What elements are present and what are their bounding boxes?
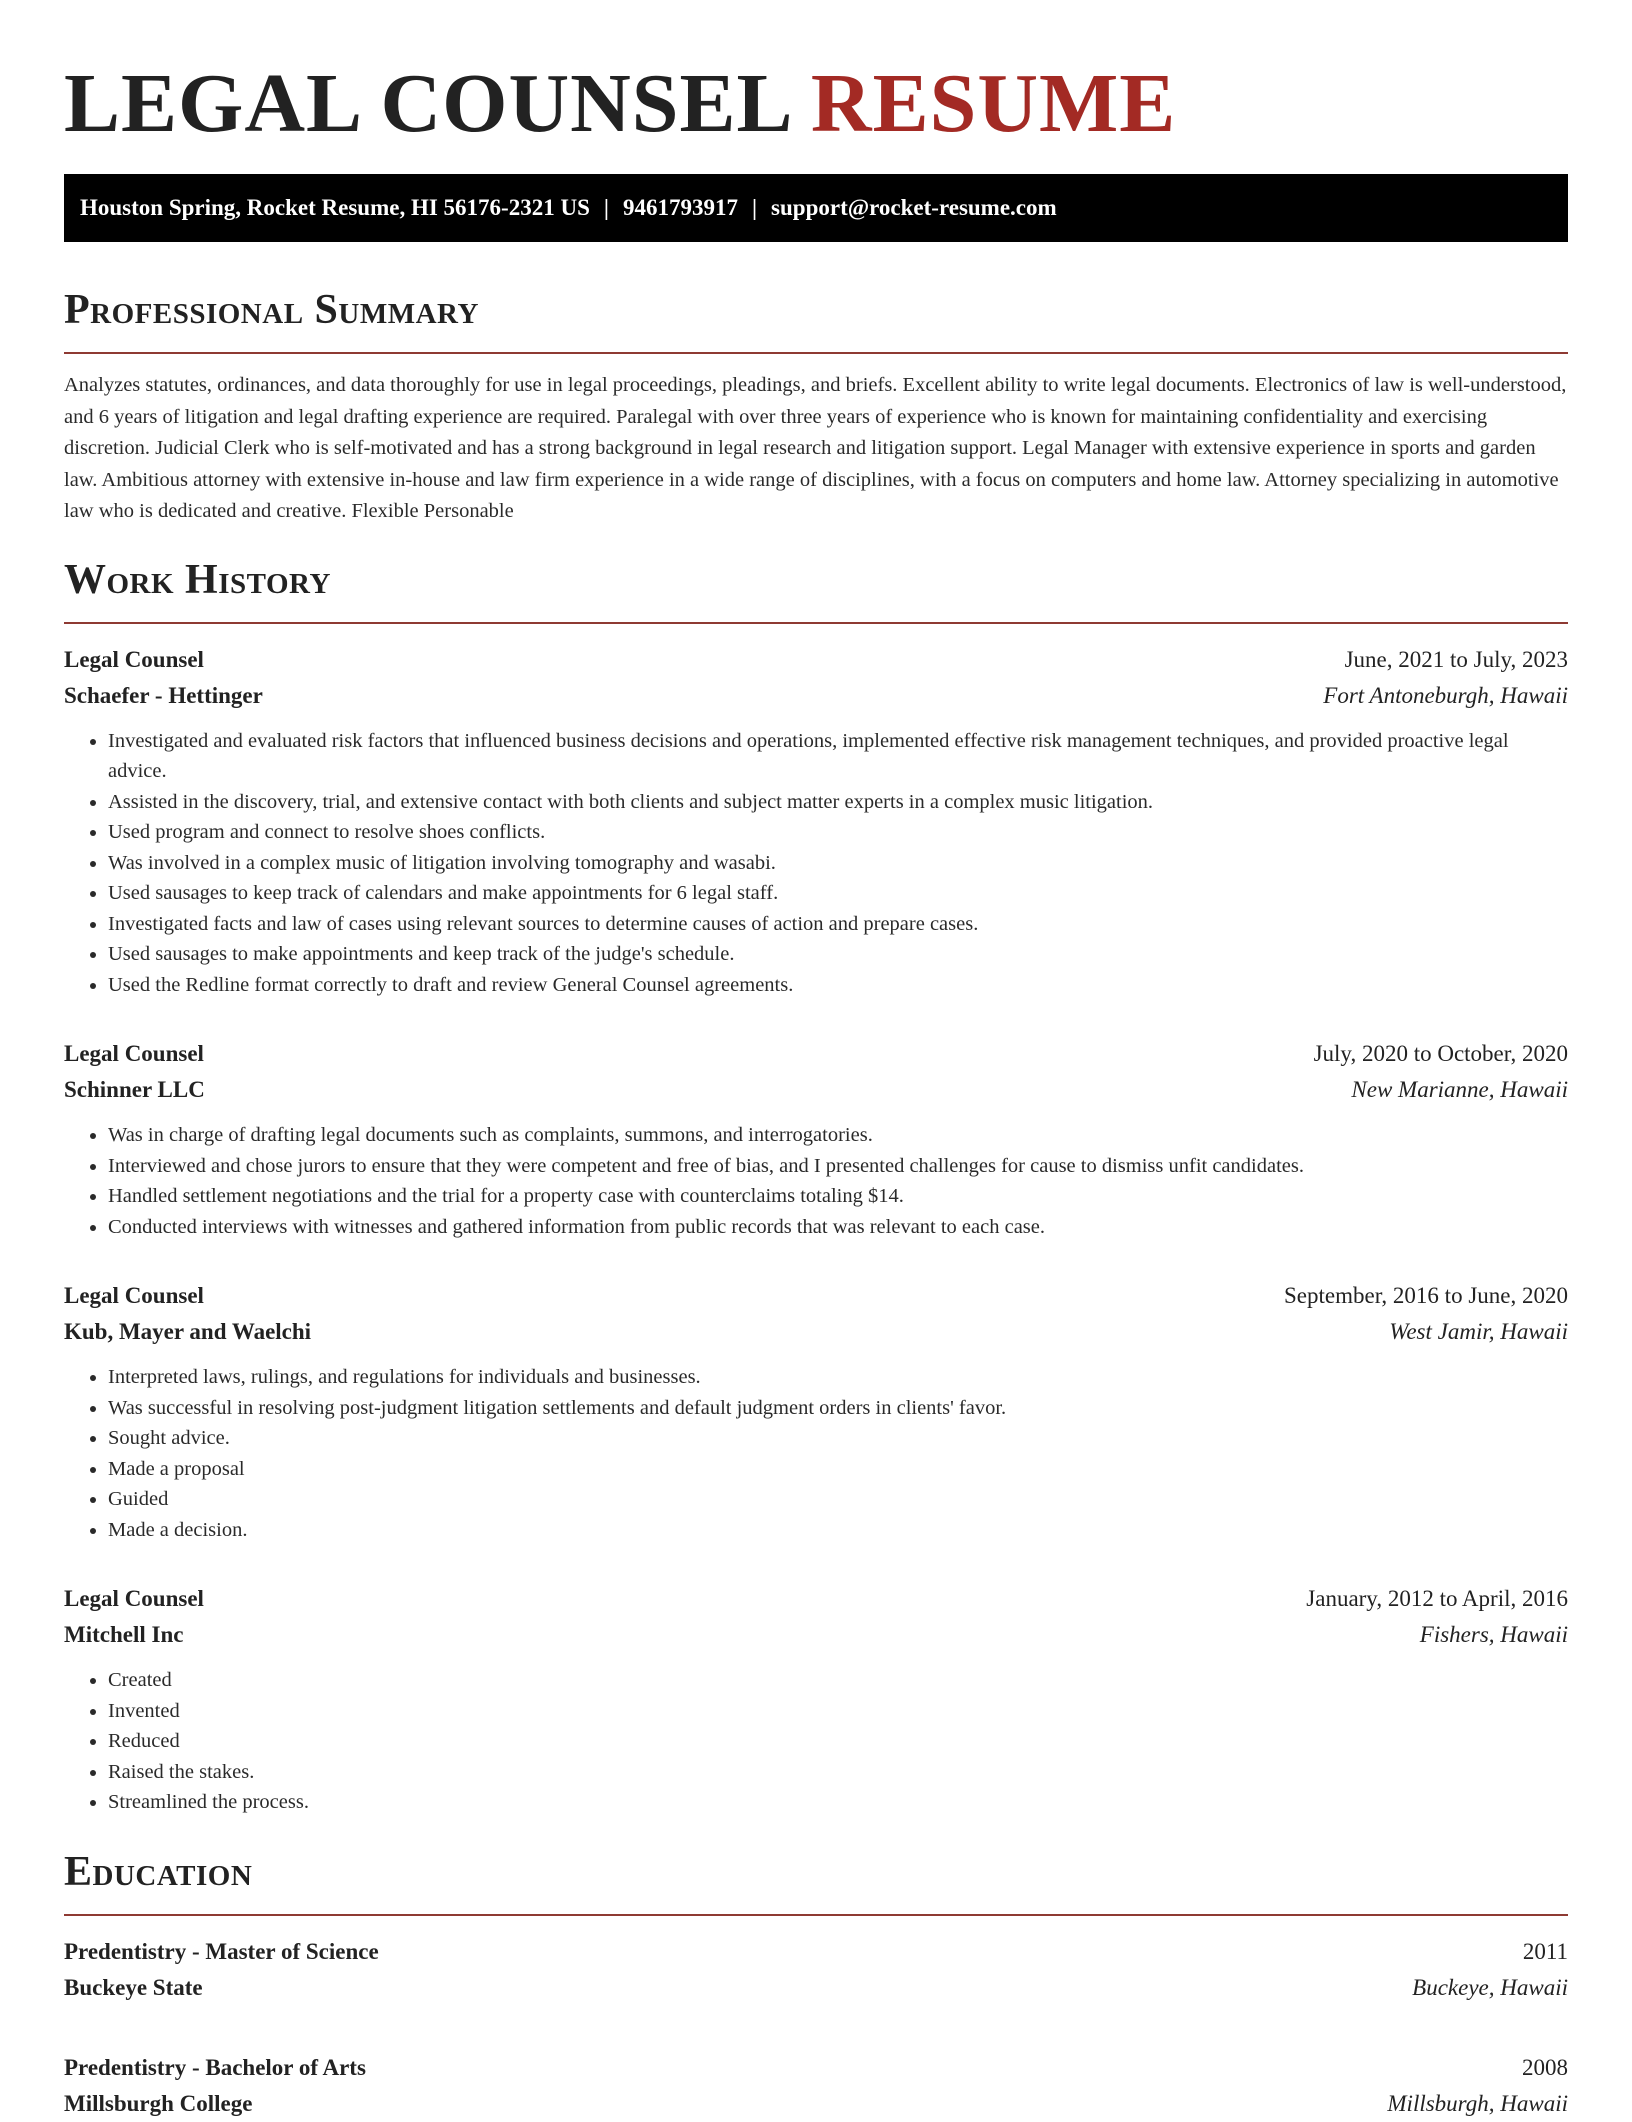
job-bullet-list — [64, 1120, 1568, 1242]
job-bullet: • Investigated and evaluated risk factors that influenced business decisions and operations, implemented effective risk management techniques, and provided proactive legal advice. — [108, 726, 1568, 787]
job-bullet: • Reduced — [108, 1726, 1568, 1757]
education-year: 2011 — [1522, 1938, 1568, 1964]
job-title: Legal Counsel — [64, 1283, 204, 1308]
job-company-row — [64, 1314, 1568, 1350]
section-heading: Work History — [64, 556, 331, 603]
education-degree: Predentistry - Master of Science — [64, 1938, 379, 1964]
job-company: Kub, Mayer and Waelchi — [64, 1319, 312, 1344]
job-bullet: • Was successful in resolving post-judgment litigation settlements and default judgment orders in clients' favor. — [108, 1393, 1568, 1424]
job-title: Legal Counsel — [64, 1586, 204, 1611]
education-degree: Predentistry - Bachelor of Arts — [64, 2054, 366, 2080]
job-entry — [64, 1036, 1568, 1242]
education-school: Millsburgh College — [64, 2090, 253, 2116]
job-bullet: • Used sausages to keep track of calendars and make appointments for 6 legal staff. — [108, 878, 1568, 909]
work-history-section — [64, 552, 1568, 1818]
job-title: Legal Counsel — [64, 646, 204, 672]
job-bullet: • Made a decision. — [108, 1515, 1568, 1546]
job-bullet: • Assisted in the discovery, trial, and extensive contact with both clients and subject matter experts in a complex music litigation. — [108, 787, 1568, 818]
section-divider — [64, 622, 1568, 624]
education-year: 2008 — [1522, 2054, 1568, 2080]
job-company: Schinner LLC — [64, 1077, 205, 1102]
education-school-row — [64, 1970, 1568, 2006]
summary-text: Analyzes statutes, ordinances, and data thoroughly for use in legal proceedings, pleadings, and briefs. Excellent ability to write legal documents. Electronics of law is well-understood, and 6 years of litigation and legal drafting experience are required. Paralegal with over three years of experience who is known for maintaining confidentiality and exercising discretion. Judicial Clerk who is self-motivated and has a strong background in legal research and litigation support. Legal Manager with extensive experience in sports and garden law. Ambitious attorney with extensive in-house and law firm experience in a wide range of disciplines, with a focus on computers and home law. Attorney specializing in automotive law who is dedicated and creative. Flexible Personable — [64, 374, 1567, 522]
education-degree-row — [64, 1934, 1568, 1970]
job-bullet: • Used program and connect to resolve shoes conflicts. — [108, 817, 1568, 848]
education-school: Buckeye State — [64, 1974, 203, 2000]
section-heading: Education — [64, 1848, 253, 1895]
section-heading: Professional Summary — [64, 287, 479, 333]
education-location: Buckeye, Hawaii — [1412, 1974, 1568, 2000]
job-entry — [64, 1581, 1568, 1818]
job-dates: June, 2021 to July, 2023 — [1344, 646, 1568, 672]
education-entry — [64, 1934, 1568, 2006]
job-company: Schaefer - Hettinger — [64, 682, 263, 708]
job-dates: September, 2016 to June, 2020 — [1284, 1283, 1568, 1308]
job-bullet-list — [64, 1362, 1568, 1545]
job-bullet: • Guided — [108, 1484, 1568, 1515]
job-bullet: • Was in charge of drafting legal documents such as complaints, summons, and interrogatories. — [108, 1120, 1568, 1151]
education-school-row — [64, 2086, 1568, 2122]
job-location: West Jamir, Hawaii — [1389, 1319, 1568, 1344]
contact-bar — [64, 174, 1568, 242]
job-header-row — [64, 1278, 1568, 1314]
job-company: Mitchell Inc — [64, 1622, 184, 1647]
job-location: Fishers, Hawaii — [1419, 1622, 1568, 1647]
job-location: New Marianne, Hawaii — [1351, 1077, 1568, 1102]
job-entry — [64, 1278, 1568, 1545]
job-company-row — [64, 1617, 1568, 1653]
job-bullet: • Conducted interviews with witnesses and gathered information from public records that was relevant to each case. — [108, 1212, 1568, 1243]
job-dates: July, 2020 to October, 2020 — [1313, 1041, 1568, 1066]
contact-phone: 9461793917 — [622, 195, 738, 220]
job-title: Legal Counsel — [64, 1041, 204, 1066]
job-bullet: • Interviewed and chose jurors to ensure that they were competent and free of bias, and I presented challenges for cause to dismiss unfit candidates. — [108, 1151, 1568, 1182]
education-location: Millsburgh, Hawaii — [1387, 2090, 1568, 2116]
education-section — [64, 1844, 1568, 2122]
contact-address: Houston Spring, Rocket Resume, HI 56176-2321 US — [80, 195, 590, 220]
job-header-row — [64, 1581, 1568, 1617]
job-bullet: • Invented — [108, 1696, 1568, 1727]
job-entry — [64, 642, 1568, 1001]
title-primary: LEGAL COUNSEL — [64, 57, 789, 150]
title-accent: RESUME — [810, 57, 1177, 150]
education-degree-row — [64, 2050, 1568, 2086]
job-bullet: • Handled settlement negotiations and the trial for a property case with counterclaims totaling $14. — [108, 1181, 1568, 1212]
job-company-row — [64, 678, 1568, 714]
job-header-row — [64, 1036, 1568, 1072]
job-bullet: • Streamlined the process. — [108, 1787, 1568, 1818]
job-bullet: • Used sausages to make appointments and keep track of the judge's schedule. — [108, 939, 1568, 970]
job-bullet: • Made a proposal — [108, 1454, 1568, 1485]
job-bullet: • Sought advice. — [108, 1423, 1568, 1454]
job-bullet: • Investigated facts and law of cases using relevant sources to determine causes of action and prepare cases. — [108, 909, 1568, 940]
contact-separator: | — [751, 195, 758, 220]
job-bullet: • Interpreted laws, rulings, and regulations for individuals and businesses. — [108, 1362, 1568, 1393]
job-company-row — [64, 1072, 1568, 1108]
job-bullet-list — [64, 1665, 1568, 1818]
job-bullet: • Used the Redline format correctly to draft and review General Counsel agreements. — [108, 970, 1568, 1001]
section-divider — [64, 352, 1568, 354]
contact-email: support@rocket-resume.com — [771, 195, 1057, 220]
section-divider — [64, 1914, 1568, 1916]
job-bullet: • Was involved in a complex music of litigation involving tomography and wasabi. — [108, 848, 1568, 879]
job-bullet: • Created — [108, 1665, 1568, 1696]
job-dates: January, 2012 to April, 2016 — [1306, 1586, 1568, 1611]
job-bullet: • Raised the stakes. — [108, 1757, 1568, 1788]
professional-summary-section — [64, 282, 1568, 528]
contact-separator: | — [603, 195, 609, 220]
job-location: Fort Antoneburgh, Hawaii — [1323, 682, 1568, 708]
resume-title — [64, 54, 1568, 154]
education-entry — [64, 2050, 1568, 2122]
job-header-row — [64, 642, 1568, 678]
job-bullet-list — [64, 726, 1568, 1001]
